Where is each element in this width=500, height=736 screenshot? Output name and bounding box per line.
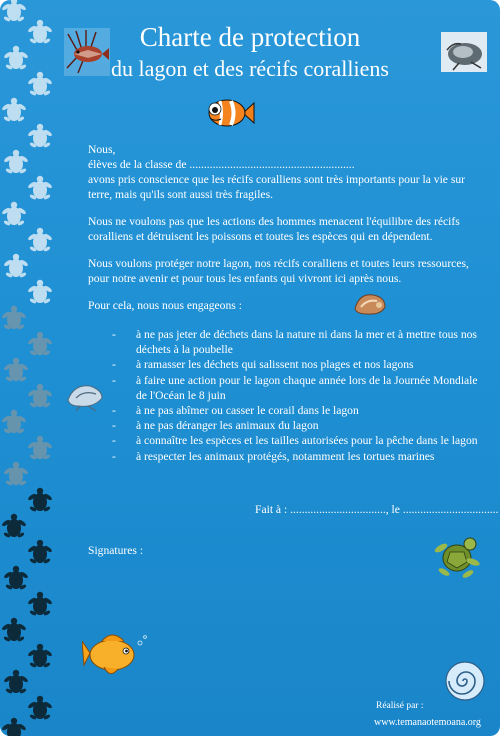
nautilus-logo xyxy=(444,660,486,702)
commitment-text: à connaître les espèces et les tailles autorisées pour la pêche dans le lagon xyxy=(136,434,478,448)
commitment-text: à ne pas abîmer ou casser le corail dans le lagon xyxy=(136,404,359,418)
list-item xyxy=(112,327,484,357)
website-link[interactable]: www.temanaotemoana.org xyxy=(374,717,481,728)
list-item xyxy=(112,357,484,372)
list-dash: - xyxy=(112,328,116,341)
list-item xyxy=(112,433,484,448)
list-item xyxy=(112,449,484,464)
list-dash: - xyxy=(112,358,116,372)
list-dash: - xyxy=(112,419,116,433)
list-item xyxy=(112,403,484,418)
commitment-text: à faire une action pour le lagon chaque année lors de la Journée Mondiale de l'Océan le 8 juin xyxy=(136,373,478,402)
goldfish-icon xyxy=(82,625,154,681)
greeting-line: Nous, xyxy=(88,143,116,156)
list-dash: - xyxy=(112,404,116,418)
commitment-text: à ramasser les déchets qui salissent nos plages et nos lagons xyxy=(136,358,414,372)
paragraph-threats: Nous ne voulons pas que les actions des hommes menacent l'équilibre des récifs coralliens et détruisent les poissons et toutes les espèces qui en dépendent. xyxy=(88,215,460,244)
conch-icon xyxy=(351,289,389,317)
commitment-text: à respecter les animaux protégés, notamment les tortues marines xyxy=(136,449,435,463)
credits-label: Réalisé par : xyxy=(376,701,424,711)
sea-turtle-icon xyxy=(432,532,482,580)
paragraph-protection: Nous voulons protéger notre lagon, nos récifs coralliens et toutes leurs ressources, pour notre avenir et pour tous les enfants qui vivront ici après nous. xyxy=(88,257,469,286)
list-dash: - xyxy=(112,434,116,448)
list-item xyxy=(112,418,484,433)
place-date-line: Fait à : ................................., le ................................. xyxy=(255,503,499,516)
page-title: Charte de protection xyxy=(139,22,361,52)
commitment-text: à ne pas jeter de déchets dans la nature ni dans la mer et à mettre tous nos déchets à la poubelle xyxy=(136,328,477,357)
seashell-icon xyxy=(64,378,106,412)
signatures-label: Signatures : xyxy=(88,544,144,557)
commitment-intro: Pour cela, nous nous engageons : xyxy=(88,299,242,312)
list-dash: - xyxy=(112,373,116,387)
class-line: élèves de la classe de ......................................................... xyxy=(88,158,355,171)
turtle-border xyxy=(0,0,58,736)
commitment-list xyxy=(112,327,484,464)
clownfish-icon xyxy=(203,92,255,134)
list-item xyxy=(112,373,484,403)
commitment-text: à ne pas déranger les animaux du lagon xyxy=(136,419,319,433)
page-subtitle: du lagon et des récifs coralliens xyxy=(111,56,389,81)
paragraph-awareness: avons pris conscience que les récifs coralliens sont très importants pour la vie sur terre, mais qu'ils sont aussi très fragiles. xyxy=(88,173,466,202)
list-dash: - xyxy=(112,449,116,463)
